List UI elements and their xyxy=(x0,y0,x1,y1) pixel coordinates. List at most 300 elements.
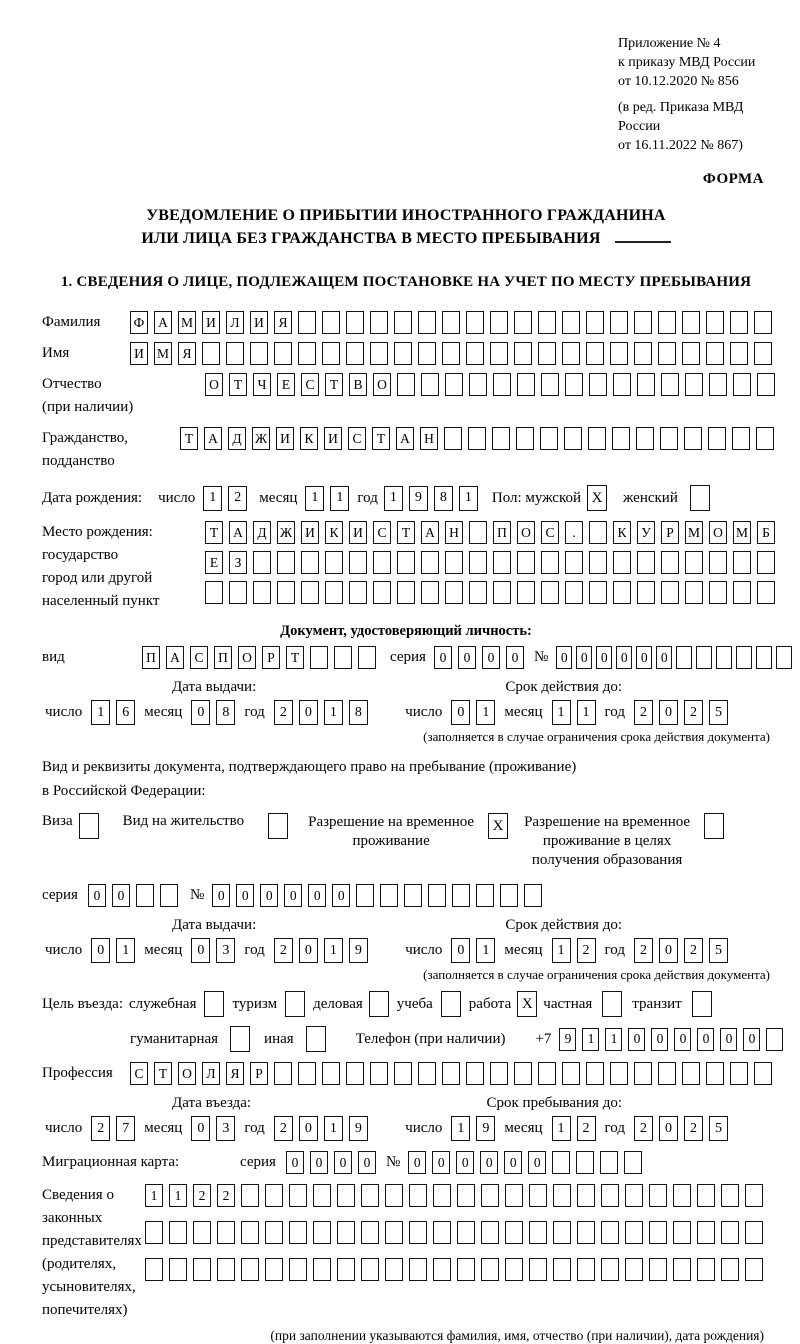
char-cell[interactable]: Л xyxy=(202,1062,220,1085)
char-cell[interactable] xyxy=(649,1221,667,1244)
char-cell[interactable] xyxy=(745,1258,763,1281)
char-cell[interactable] xyxy=(610,342,628,365)
char-cell[interactable] xyxy=(625,1221,643,1244)
char-cell[interactable]: П xyxy=(142,646,160,669)
char-cell[interactable] xyxy=(552,1151,570,1174)
temp-residence-checkbox[interactable]: X xyxy=(488,813,508,839)
char-cell[interactable] xyxy=(730,311,748,334)
char-cell[interactable]: 2 xyxy=(577,1116,596,1141)
char-cell[interactable] xyxy=(466,342,484,365)
char-cell[interactable]: 2 xyxy=(684,700,703,725)
char-cell[interactable] xyxy=(524,884,542,907)
char-cell[interactable]: 0 xyxy=(432,1151,450,1174)
char-cell[interactable] xyxy=(361,1221,379,1244)
char-cell[interactable] xyxy=(601,1184,619,1207)
char-cell[interactable]: 5 xyxy=(709,700,728,725)
char-cell[interactable]: 9 xyxy=(349,938,368,963)
char-cell[interactable] xyxy=(397,373,415,396)
char-cell[interactable] xyxy=(706,311,724,334)
char-cell[interactable] xyxy=(514,1062,532,1085)
char-cell[interactable] xyxy=(658,311,676,334)
char-cell[interactable]: Т xyxy=(205,521,223,544)
char-cell[interactable]: Т xyxy=(286,646,304,669)
char-cell[interactable]: 0 xyxy=(659,700,678,725)
char-cell[interactable] xyxy=(517,373,535,396)
char-cell[interactable] xyxy=(589,521,607,544)
char-cell[interactable] xyxy=(649,1184,667,1207)
char-cell[interactable]: 5 xyxy=(709,938,728,963)
male-checkbox[interactable]: X xyxy=(587,485,607,511)
char-cell[interactable]: 9 xyxy=(409,486,428,511)
char-cell[interactable]: О xyxy=(373,373,391,396)
char-cell[interactable]: А xyxy=(166,646,184,669)
char-cell[interactable]: 0 xyxy=(482,646,500,669)
purpose-study-checkbox[interactable] xyxy=(441,991,461,1017)
char-cell[interactable]: 0 xyxy=(743,1028,760,1051)
char-cell[interactable] xyxy=(325,551,343,574)
char-cell[interactable] xyxy=(274,1062,292,1085)
char-cell[interactable] xyxy=(349,551,367,574)
char-cell[interactable]: 1 xyxy=(459,486,478,511)
char-cell[interactable]: Р xyxy=(661,521,679,544)
char-cell[interactable] xyxy=(685,373,703,396)
char-cell[interactable] xyxy=(445,551,463,574)
visa-checkbox[interactable] xyxy=(79,813,99,839)
char-cell[interactable]: 0 xyxy=(191,938,210,963)
char-cell[interactable]: 7 xyxy=(116,1116,135,1141)
char-cell[interactable] xyxy=(538,311,556,334)
char-cell[interactable] xyxy=(145,1221,163,1244)
char-cell[interactable]: Р xyxy=(250,1062,268,1085)
char-cell[interactable] xyxy=(516,427,534,450)
char-cell[interactable] xyxy=(577,1258,595,1281)
char-cell[interactable] xyxy=(361,1258,379,1281)
char-cell[interactable] xyxy=(265,1221,283,1244)
char-cell[interactable] xyxy=(160,884,178,907)
char-cell[interactable] xyxy=(733,551,751,574)
char-cell[interactable] xyxy=(337,1258,355,1281)
char-cell[interactable] xyxy=(253,581,271,604)
char-cell[interactable] xyxy=(301,581,319,604)
char-cell[interactable] xyxy=(265,1258,283,1281)
char-cell[interactable] xyxy=(358,646,376,669)
char-cell[interactable] xyxy=(754,311,772,334)
char-cell[interactable]: 0 xyxy=(674,1028,691,1051)
char-cell[interactable]: С xyxy=(130,1062,148,1085)
char-cell[interactable] xyxy=(202,342,220,365)
char-cell[interactable]: Т xyxy=(154,1062,172,1085)
char-cell[interactable]: 1 xyxy=(324,1116,343,1141)
char-cell[interactable]: 0 xyxy=(451,700,470,725)
char-cell[interactable] xyxy=(481,1258,499,1281)
char-cell[interactable] xyxy=(346,342,364,365)
char-cell[interactable] xyxy=(721,1258,739,1281)
char-cell[interactable] xyxy=(361,1184,379,1207)
char-cell[interactable]: Н xyxy=(445,521,463,544)
char-cell[interactable] xyxy=(776,646,792,669)
char-cell[interactable]: О xyxy=(238,646,256,669)
char-cell[interactable]: С xyxy=(373,521,391,544)
char-cell[interactable] xyxy=(136,884,154,907)
char-cell[interactable] xyxy=(313,1184,331,1207)
char-cell[interactable] xyxy=(661,551,679,574)
char-cell[interactable]: Я xyxy=(226,1062,244,1085)
char-cell[interactable] xyxy=(637,581,655,604)
char-cell[interactable] xyxy=(433,1184,451,1207)
char-cell[interactable]: И xyxy=(130,342,148,365)
char-cell[interactable]: Д xyxy=(228,427,246,450)
char-cell[interactable]: 0 xyxy=(636,646,652,669)
char-cell[interactable] xyxy=(589,551,607,574)
char-cell[interactable]: 1 xyxy=(476,700,495,725)
char-cell[interactable] xyxy=(756,427,774,450)
char-cell[interactable]: Т xyxy=(325,373,343,396)
char-cell[interactable] xyxy=(553,1184,571,1207)
char-cell[interactable] xyxy=(601,1221,619,1244)
char-cell[interactable] xyxy=(397,581,415,604)
char-cell[interactable] xyxy=(289,1221,307,1244)
char-cell[interactable] xyxy=(337,1184,355,1207)
char-cell[interactable]: 0 xyxy=(456,1151,474,1174)
char-cell[interactable]: 0 xyxy=(358,1151,376,1174)
char-cell[interactable] xyxy=(421,551,439,574)
char-cell[interactable]: 1 xyxy=(384,486,403,511)
char-cell[interactable]: С xyxy=(348,427,366,450)
char-cell[interactable] xyxy=(469,521,487,544)
char-cell[interactable]: 3 xyxy=(216,1116,235,1141)
char-cell[interactable] xyxy=(346,1062,364,1085)
char-cell[interactable] xyxy=(457,1184,475,1207)
char-cell[interactable] xyxy=(445,581,463,604)
char-cell[interactable] xyxy=(553,1221,571,1244)
char-cell[interactable] xyxy=(452,884,470,907)
char-cell[interactable] xyxy=(409,1258,427,1281)
char-cell[interactable] xyxy=(250,342,268,365)
char-cell[interactable] xyxy=(469,551,487,574)
char-cell[interactable]: 1 xyxy=(605,1028,622,1051)
char-cell[interactable]: 0 xyxy=(260,884,278,907)
char-cell[interactable] xyxy=(649,1258,667,1281)
char-cell[interactable] xyxy=(706,1062,724,1085)
char-cell[interactable]: И xyxy=(301,521,319,544)
purpose-work-checkbox[interactable]: X xyxy=(517,991,537,1017)
char-cell[interactable] xyxy=(577,1184,595,1207)
char-cell[interactable]: 0 xyxy=(506,646,524,669)
char-cell[interactable] xyxy=(421,373,439,396)
char-cell[interactable] xyxy=(706,342,724,365)
char-cell[interactable] xyxy=(493,373,511,396)
char-cell[interactable]: 1 xyxy=(324,938,343,963)
char-cell[interactable] xyxy=(733,581,751,604)
char-cell[interactable] xyxy=(397,551,415,574)
char-cell[interactable] xyxy=(529,1184,547,1207)
char-cell[interactable] xyxy=(589,581,607,604)
char-cell[interactable] xyxy=(356,884,374,907)
char-cell[interactable] xyxy=(385,1221,403,1244)
char-cell[interactable]: 0 xyxy=(528,1151,546,1174)
char-cell[interactable]: 9 xyxy=(349,1116,368,1141)
char-cell[interactable] xyxy=(380,884,398,907)
char-cell[interactable] xyxy=(696,646,712,669)
char-cell[interactable]: 2 xyxy=(634,1116,653,1141)
char-cell[interactable]: 1 xyxy=(91,700,110,725)
char-cell[interactable] xyxy=(600,1151,618,1174)
char-cell[interactable] xyxy=(538,342,556,365)
char-cell[interactable] xyxy=(660,427,678,450)
char-cell[interactable]: 1 xyxy=(552,938,571,963)
char-cell[interactable]: Т xyxy=(229,373,247,396)
char-cell[interactable] xyxy=(169,1221,187,1244)
char-cell[interactable] xyxy=(394,1062,412,1085)
char-cell[interactable] xyxy=(394,342,412,365)
char-cell[interactable]: 0 xyxy=(332,884,350,907)
char-cell[interactable]: 1 xyxy=(582,1028,599,1051)
char-cell[interactable] xyxy=(346,311,364,334)
char-cell[interactable]: 2 xyxy=(91,1116,110,1141)
char-cell[interactable]: 0 xyxy=(596,646,612,669)
char-cell[interactable]: 0 xyxy=(576,646,592,669)
char-cell[interactable]: А xyxy=(229,521,247,544)
char-cell[interactable] xyxy=(241,1258,259,1281)
char-cell[interactable]: И xyxy=(276,427,294,450)
char-cell[interactable] xyxy=(721,1184,739,1207)
char-cell[interactable] xyxy=(500,884,518,907)
char-cell[interactable] xyxy=(529,1258,547,1281)
char-cell[interactable] xyxy=(265,1184,283,1207)
purpose-official-checkbox[interactable] xyxy=(204,991,224,1017)
char-cell[interactable]: С xyxy=(541,521,559,544)
char-cell[interactable] xyxy=(490,1062,508,1085)
purpose-tourism-checkbox[interactable] xyxy=(285,991,305,1017)
char-cell[interactable] xyxy=(565,373,583,396)
char-cell[interactable]: К xyxy=(613,521,631,544)
char-cell[interactable] xyxy=(754,342,772,365)
char-cell[interactable] xyxy=(673,1184,691,1207)
char-cell[interactable] xyxy=(205,581,223,604)
char-cell[interactable] xyxy=(466,1062,484,1085)
char-cell[interactable] xyxy=(624,1151,642,1174)
char-cell[interactable] xyxy=(589,373,607,396)
char-cell[interactable] xyxy=(409,1184,427,1207)
char-cell[interactable] xyxy=(732,427,750,450)
char-cell[interactable]: 0 xyxy=(284,884,302,907)
char-cell[interactable]: О xyxy=(709,521,727,544)
char-cell[interactable]: 1 xyxy=(305,486,324,511)
char-cell[interactable]: 0 xyxy=(408,1151,426,1174)
char-cell[interactable]: И xyxy=(349,521,367,544)
char-cell[interactable] xyxy=(226,342,244,365)
edu-residence-checkbox[interactable] xyxy=(704,813,724,839)
char-cell[interactable]: А xyxy=(421,521,439,544)
char-cell[interactable]: 0 xyxy=(236,884,254,907)
char-cell[interactable]: А xyxy=(396,427,414,450)
char-cell[interactable] xyxy=(481,1221,499,1244)
char-cell[interactable] xyxy=(493,581,511,604)
char-cell[interactable] xyxy=(241,1184,259,1207)
char-cell[interactable] xyxy=(634,342,652,365)
purpose-other-checkbox[interactable] xyxy=(306,1026,326,1052)
char-cell[interactable]: Я xyxy=(178,342,196,365)
char-cell[interactable]: 1 xyxy=(476,938,495,963)
char-cell[interactable]: Т xyxy=(397,521,415,544)
char-cell[interactable]: 2 xyxy=(274,1116,293,1141)
char-cell[interactable]: 6 xyxy=(116,700,135,725)
char-cell[interactable]: 0 xyxy=(191,1116,210,1141)
char-cell[interactable]: 0 xyxy=(651,1028,668,1051)
char-cell[interactable] xyxy=(394,311,412,334)
purpose-business-checkbox[interactable] xyxy=(369,991,389,1017)
char-cell[interactable] xyxy=(468,427,486,450)
char-cell[interactable]: 2 xyxy=(228,486,247,511)
char-cell[interactable]: 0 xyxy=(504,1151,522,1174)
char-cell[interactable] xyxy=(289,1184,307,1207)
char-cell[interactable] xyxy=(625,1184,643,1207)
char-cell[interactable]: 9 xyxy=(559,1028,576,1051)
char-cell[interactable] xyxy=(289,1258,307,1281)
char-cell[interactable] xyxy=(505,1184,523,1207)
char-cell[interactable] xyxy=(469,373,487,396)
char-cell[interactable] xyxy=(730,1062,748,1085)
char-cell[interactable] xyxy=(757,551,775,574)
char-cell[interactable]: 1 xyxy=(552,700,571,725)
char-cell[interactable]: 0 xyxy=(659,1116,678,1141)
char-cell[interactable]: И xyxy=(202,311,220,334)
char-cell[interactable]: 1 xyxy=(203,486,222,511)
char-cell[interactable] xyxy=(685,551,703,574)
char-cell[interactable] xyxy=(493,551,511,574)
char-cell[interactable] xyxy=(565,551,583,574)
char-cell[interactable] xyxy=(193,1258,211,1281)
char-cell[interactable] xyxy=(661,581,679,604)
char-cell[interactable]: 0 xyxy=(458,646,476,669)
char-cell[interactable] xyxy=(298,342,316,365)
char-cell[interactable] xyxy=(754,1062,772,1085)
char-cell[interactable] xyxy=(576,1151,594,1174)
char-cell[interactable] xyxy=(697,1221,715,1244)
char-cell[interactable] xyxy=(562,342,580,365)
char-cell[interactable]: О xyxy=(205,373,223,396)
char-cell[interactable] xyxy=(736,646,752,669)
char-cell[interactable] xyxy=(301,551,319,574)
char-cell[interactable] xyxy=(517,581,535,604)
char-cell[interactable] xyxy=(757,373,775,396)
char-cell[interactable]: С xyxy=(301,373,319,396)
char-cell[interactable]: 2 xyxy=(274,938,293,963)
char-cell[interactable] xyxy=(562,311,580,334)
char-cell[interactable] xyxy=(514,342,532,365)
char-cell[interactable]: 0 xyxy=(212,884,230,907)
char-cell[interactable] xyxy=(334,646,352,669)
char-cell[interactable] xyxy=(613,551,631,574)
char-cell[interactable] xyxy=(730,342,748,365)
char-cell[interactable]: 0 xyxy=(434,646,452,669)
char-cell[interactable] xyxy=(274,342,292,365)
char-cell[interactable] xyxy=(217,1221,235,1244)
char-cell[interactable]: 0 xyxy=(697,1028,714,1051)
char-cell[interactable]: 0 xyxy=(310,1151,328,1174)
char-cell[interactable] xyxy=(277,581,295,604)
char-cell[interactable] xyxy=(469,581,487,604)
char-cell[interactable] xyxy=(588,427,606,450)
char-cell[interactable] xyxy=(612,427,630,450)
char-cell[interactable] xyxy=(586,311,604,334)
char-cell[interactable] xyxy=(716,646,732,669)
char-cell[interactable]: 0 xyxy=(656,646,672,669)
char-cell[interactable]: 8 xyxy=(216,700,235,725)
char-cell[interactable] xyxy=(193,1221,211,1244)
char-cell[interactable]: 0 xyxy=(286,1151,304,1174)
char-cell[interactable]: 0 xyxy=(659,938,678,963)
char-cell[interactable] xyxy=(756,646,772,669)
char-cell[interactable] xyxy=(673,1221,691,1244)
char-cell[interactable] xyxy=(610,311,628,334)
char-cell[interactable] xyxy=(541,551,559,574)
char-cell[interactable] xyxy=(313,1258,331,1281)
char-cell[interactable]: Т xyxy=(372,427,390,450)
char-cell[interactable] xyxy=(253,551,271,574)
char-cell[interactable]: 2 xyxy=(684,938,703,963)
char-cell[interactable] xyxy=(241,1221,259,1244)
char-cell[interactable] xyxy=(634,311,652,334)
char-cell[interactable]: А xyxy=(204,427,222,450)
residence-permit-checkbox[interactable] xyxy=(268,813,288,839)
char-cell[interactable]: 0 xyxy=(334,1151,352,1174)
char-cell[interactable] xyxy=(457,1221,475,1244)
char-cell[interactable]: З xyxy=(229,551,247,574)
char-cell[interactable] xyxy=(538,1062,556,1085)
char-cell[interactable] xyxy=(481,1184,499,1207)
purpose-private-checkbox[interactable] xyxy=(602,991,622,1017)
char-cell[interactable] xyxy=(433,1258,451,1281)
char-cell[interactable] xyxy=(476,884,494,907)
char-cell[interactable] xyxy=(733,373,751,396)
char-cell[interactable]: А xyxy=(154,311,172,334)
char-cell[interactable]: 0 xyxy=(480,1151,498,1174)
char-cell[interactable]: 8 xyxy=(434,486,453,511)
char-cell[interactable] xyxy=(697,1184,715,1207)
char-cell[interactable]: . xyxy=(565,521,583,544)
char-cell[interactable]: 0 xyxy=(308,884,326,907)
char-cell[interactable]: Я xyxy=(274,311,292,334)
char-cell[interactable]: 0 xyxy=(91,938,110,963)
char-cell[interactable] xyxy=(322,342,340,365)
char-cell[interactable]: 8 xyxy=(349,700,368,725)
char-cell[interactable]: Т xyxy=(180,427,198,450)
char-cell[interactable]: Ж xyxy=(277,521,295,544)
char-cell[interactable]: К xyxy=(325,521,343,544)
char-cell[interactable]: 2 xyxy=(684,1116,703,1141)
char-cell[interactable] xyxy=(404,884,422,907)
female-checkbox[interactable] xyxy=(690,485,710,511)
char-cell[interactable]: Е xyxy=(205,551,223,574)
purpose-transit-checkbox[interactable] xyxy=(692,991,712,1017)
char-cell[interactable]: М xyxy=(685,521,703,544)
char-cell[interactable] xyxy=(409,1221,427,1244)
char-cell[interactable]: 0 xyxy=(556,646,572,669)
char-cell[interactable]: П xyxy=(214,646,232,669)
char-cell[interactable] xyxy=(325,581,343,604)
char-cell[interactable]: 2 xyxy=(634,938,653,963)
char-cell[interactable] xyxy=(625,1258,643,1281)
char-cell[interactable]: 2 xyxy=(193,1184,211,1207)
char-cell[interactable] xyxy=(298,1062,316,1085)
char-cell[interactable]: 1 xyxy=(169,1184,187,1207)
char-cell[interactable] xyxy=(637,373,655,396)
char-cell[interactable]: 1 xyxy=(577,700,596,725)
char-cell[interactable] xyxy=(492,427,510,450)
char-cell[interactable]: 0 xyxy=(112,884,130,907)
char-cell[interactable]: В xyxy=(349,373,367,396)
